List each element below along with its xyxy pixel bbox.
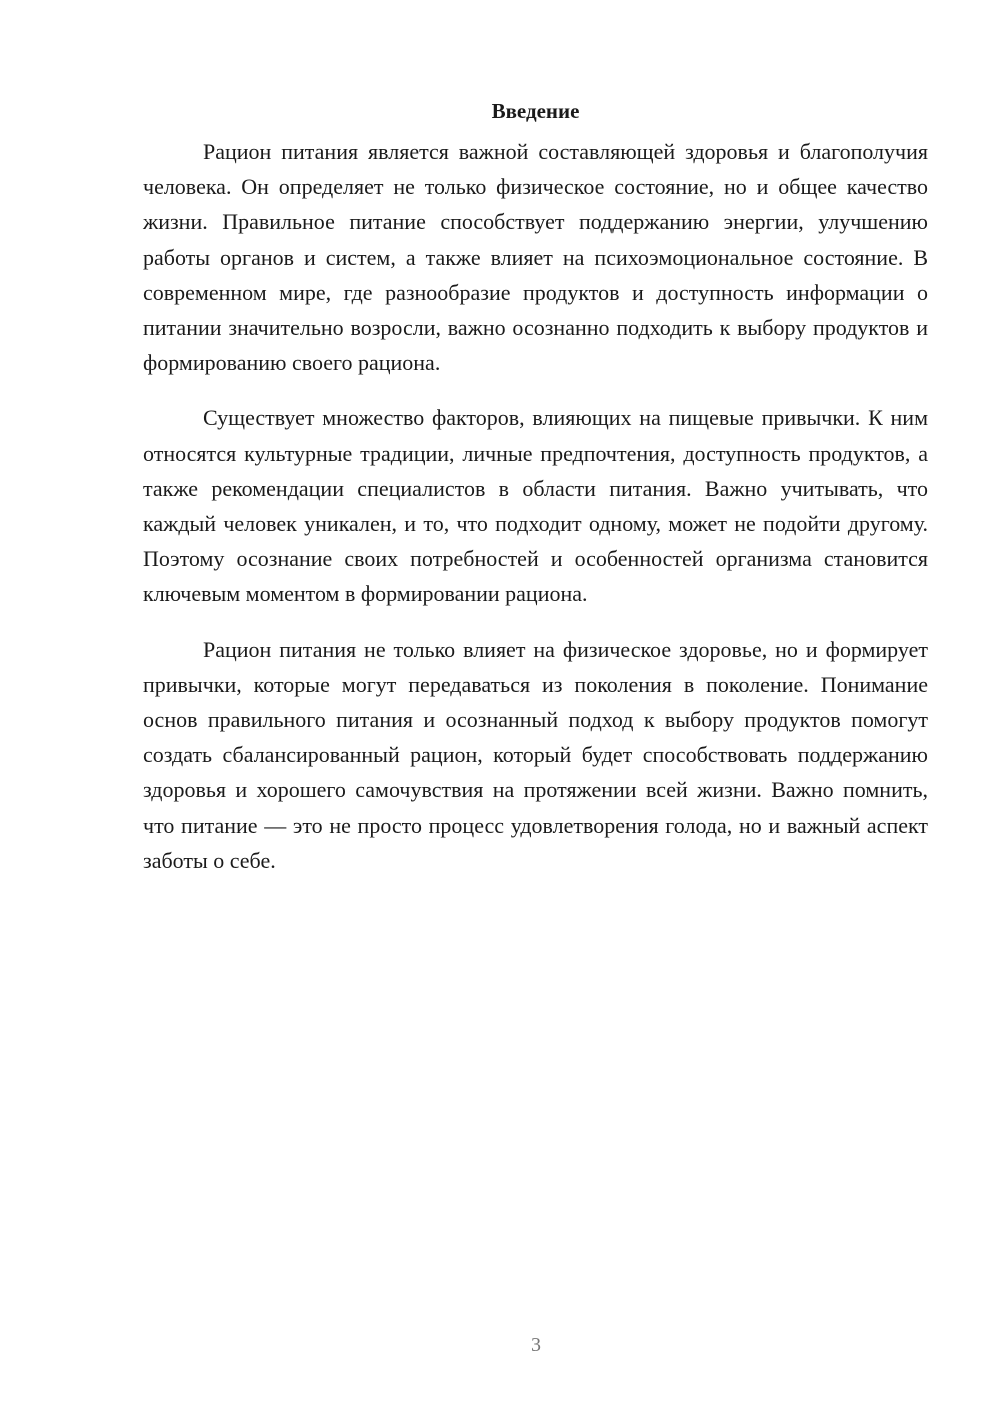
page-content bbox=[143, 96, 928, 898]
page-number: 3 bbox=[531, 1334, 541, 1356]
section-title: Введение bbox=[491, 99, 580, 123]
paragraph-2: Существует множество факторов, влияющих на пищевые привычки. К ним относятся культурные традиции, личные предпочтения, доступность продуктов, а также рекомендации специалистов в области питания. Важно учитывать, что каждый человек уникален, и то, что подходит одному, может не подойти другому. Поэтому осознание своих потребностей и особенностей организма становится ключевым моментом в формировании рациона. bbox=[143, 405, 928, 607]
paragraph-1: Рацион питания является важной составляющей здоровья и благополучия человека. Он определяет не только физическое состояние, но и общее качество жизни. Правильное питание способствует поддержанию энергии, улучшению работы органов и систем, а также влияет на психоэмоциональное состояние. В современном мире, где разнообразие продуктов и доступность информации о питании значительно возросли, важно осознанно подходить к выбору продуктов и формированию своего рациона. bbox=[143, 139, 928, 376]
paragraph-3: Рацион питания не только влияет на физическое здоровье, но и формирует привычки, которые могут передаваться из поколения в поколение. Понимание основ правильного питания и осознанный подход к выбору продуктов помогут создать сбалансированный рацион, который будет способствовать поддержанию здоровья и хорошего самочувствия на протяжении всей жизни. Важно помнить, что питание — это не просто процесс удовлетворения голода, но и важный аспект заботы о себе. bbox=[143, 636, 928, 873]
